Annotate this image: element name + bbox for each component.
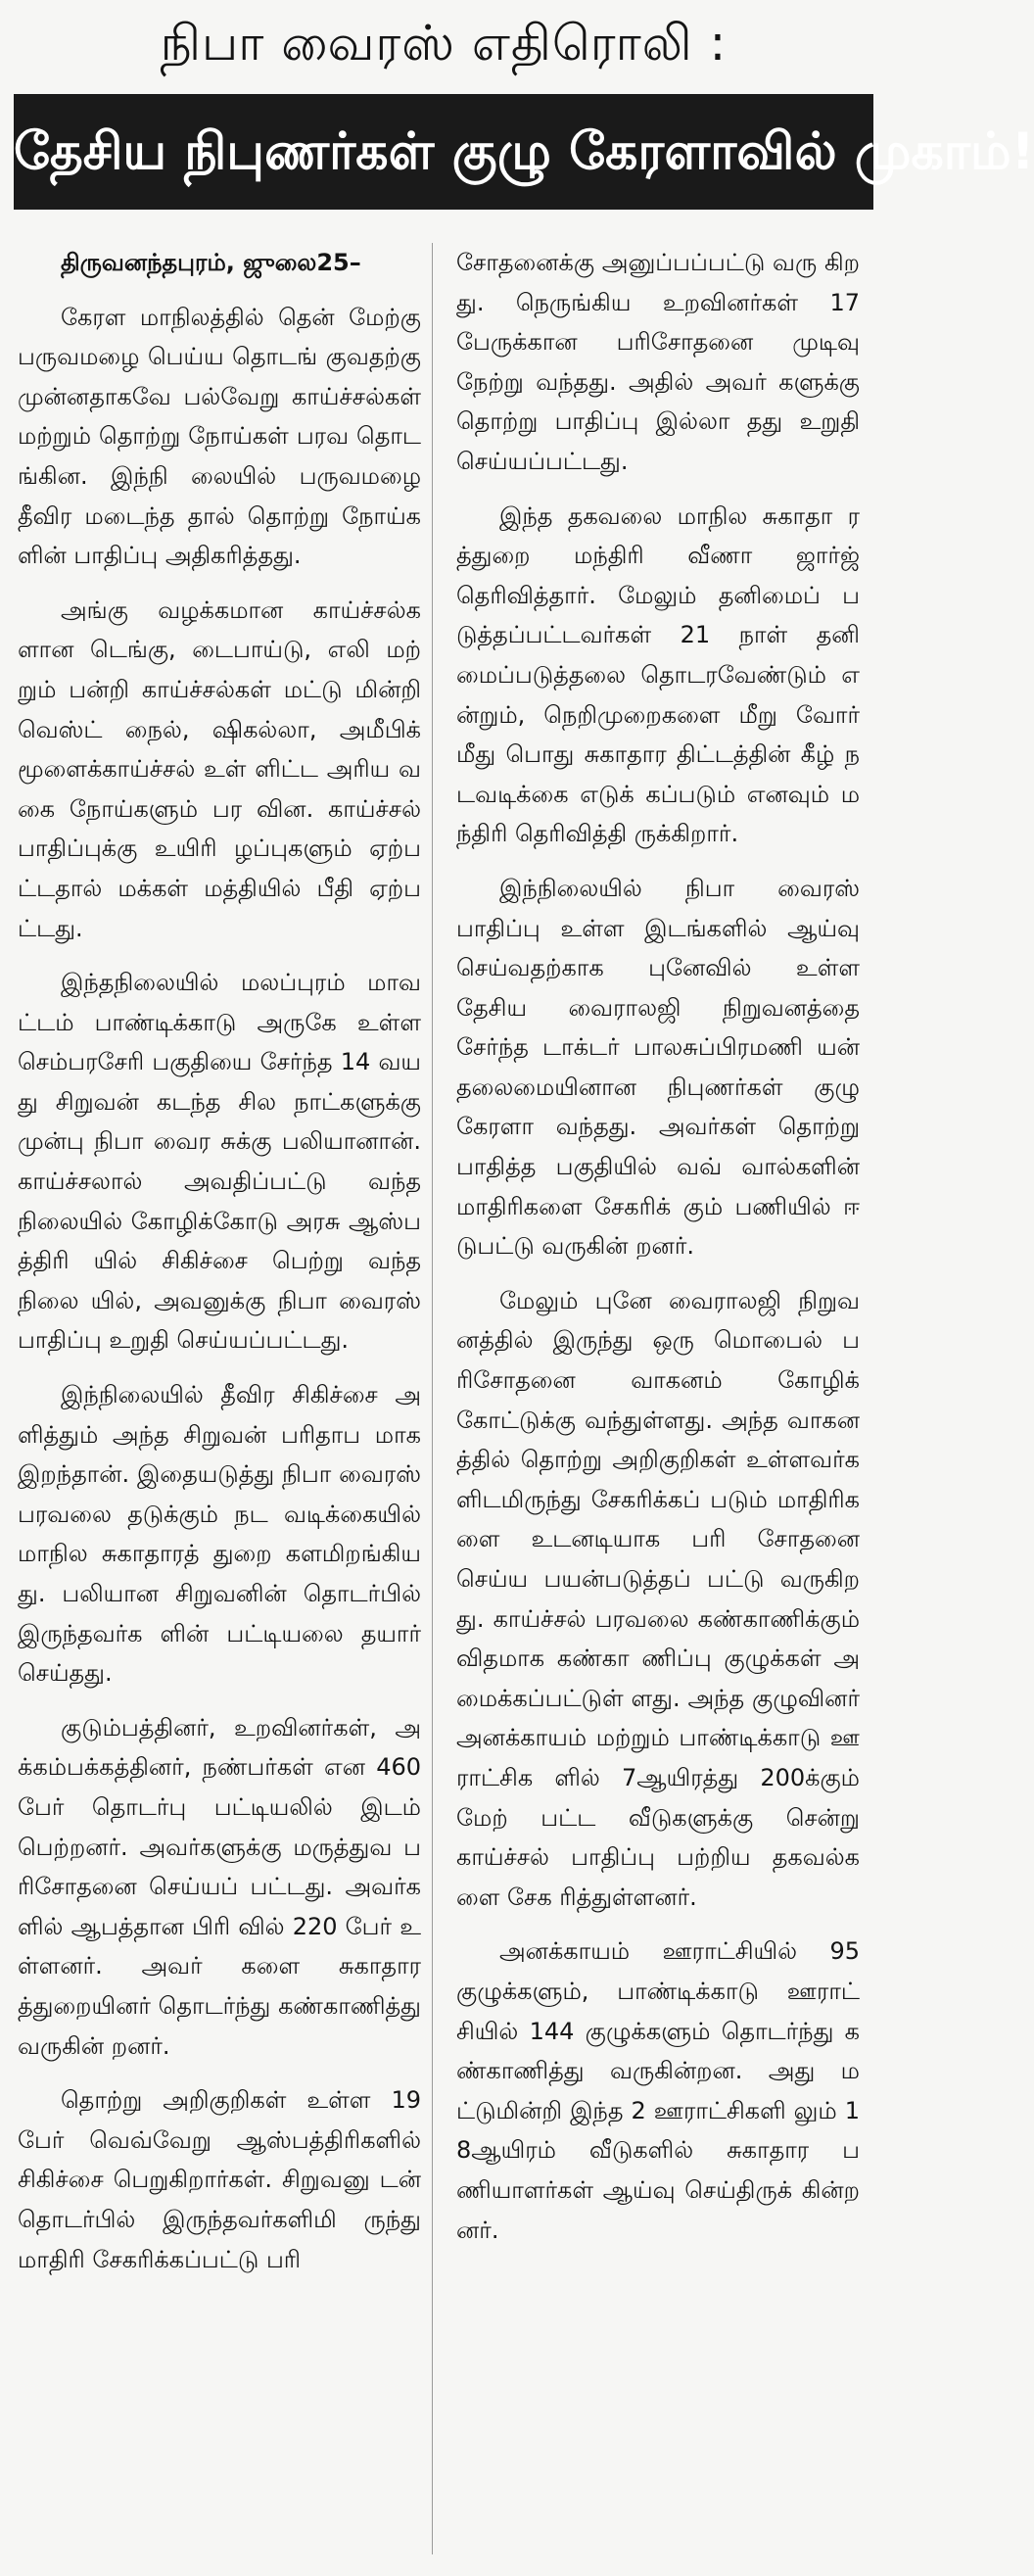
article-left-column bbox=[18, 243, 421, 2566]
article-paragraph: குடும்பத்தினர், உறவினர்கள், அக்கம்பக்கத்தினர், நண்பர்கள் என 460 பேர் தொடர்பு பட்டியலில் இடம் பெற்றனர். அவர்களுக்கு மருத்துவ பரிசோதனை செய்யப் பட்டது. அவர்களில் ஆபத்தான பிரி வில் 220 பேர் உள்ளனர். அவர் களை சுகாதாரத்துறையினர் தொடர்ந்து கண்காணித்து வருகின் றனர். bbox=[18, 1713, 421, 2060]
column-divider bbox=[432, 243, 433, 2554]
article-paragraph: மேலும் புனே வைராலஜி நிறுவ னத்தில் இருந்து ஒரு மொபைல் பரிசோதனை வாகனம் கோழிக் கோட்டுக்கு வந்துள்ளது. அந்த வாகனத்தில் தொற்று அறிகுறிகள் உள்ளவர்களிடமிருந்து சேகரிக்கப் படும் மாதிரிகளை உடனடியாக பரி சோதனை செய்ய பயன்படுத்தப் பட்டு வருகிறது. காய்ச்சல் பரவலை கண்காணிக்கும் விதமாக கண்கா ணிப்பு குழுக்கள் அமைக்கப்பட்டுள் ளது. அந்த குழுவினர் அனக்காயம் மற்றும் பாண்டிக்காடு ஊராட்சிக ளில் 7ஆயிரத்து 200க்கும் மேற் பட்ட வீடுகளுக்கு சென்று காய்ச்சல் பாதிப்பு பற்றிய தகவல்களை சேக ரித்துள்ளனர். bbox=[456, 1286, 860, 1911]
article-paragraph: இந்தநிலையில் மலப்புரம் மாவட்டம் பாண்டிக்காடு அருகே உள்ள செம்பரசேரி பகுதியை சேர்ந்த 14 வயது சிறுவன் கடந்த சில நாட்களுக்கு முன்பு நிபா வைர சுக்கு பலியானான். காய்ச்சலால் அவதிப்பட்டு வந்த நிலையில் கோழிக்கோடு அரசு ஆஸ்பத்திரி யில் சிகிச்சை பெற்று வந்த நிலை யில், அவனுக்கு நிபா வைரஸ் பாதிப்பு உறுதி செய்யப்பட்டது. bbox=[18, 969, 421, 1355]
article-paragraph: கேரள மாநிலத்தில் தென் மேற்கு பருவமழை பெய்ய தொடங் குவதற்கு முன்னதாகவே பல்வேறு காய்ச்சல்கள் மற்றும் தொற்று நோய்கள் பரவ தொடங்கின. இந்நி லையில் பருவமழை தீவிர மடைந்த தால் தொற்று நோய்களின் பாதிப்பு அதிகரித்தது. bbox=[18, 303, 421, 570]
kicker-title: நிபா வைரஸ் எதிரொலி : bbox=[160, 15, 728, 72]
dateline: திருவனந்தபுரம், ஜுலை25– bbox=[61, 249, 361, 276]
article-paragraph: இந்நிலையில் தீவிர சிகிச்சை அளித்தும் அந்த சிறுவன் பரிதாப மாக இறந்தான். இதையடுத்து நிபா வைரஸ் பரவலை தடுக்கும் நட வடிக்கையில் மாநில சுகாதாரத் துறை களமிறங்கியது. பலியான சிறுவனின் தொடர்பில் இருந்தவர்க ளின் பட்டியலை தயார் செய்தது. bbox=[18, 1381, 421, 1688]
article-paragraph: அனக்காயம் ஊராட்சியில் 95 குழுக்களும், பாண்டிக்காடு ஊராட் சியில் 144 குழுக்களும் தொடர்ந்து கண்காணித்து வருகின்றன. அது மட்டுமின்றி இந்த 2 ஊராட்சிகளி லும் 18ஆயிரம் வீடுகளில் சுகாதார பணியாளர்கள் ஆய்வு செய்திருக் கின்றனர். bbox=[456, 1937, 860, 2244]
article-right-column bbox=[456, 243, 860, 2566]
article-paragraph: இந்த தகவலை மாநில சுகாதா ரத்துறை மந்திரி வீணா ஜார்ஜ் தெரிவித்தார். மேலும் தனிமைப் படுத்தப்பட்டவர்கள் 21 நாள் தனி மைப்படுத்தலை தொடரவேண்டும் என்றும், நெறிமுறைகளை மீறு வோர் மீது பொது சுகாதார திட்டத்தின் கீழ் நடவடிக்கை எடுக் கப்படும் எனவும் மந்திரி தெரிவித்தி ருக்கிறார். bbox=[456, 501, 860, 848]
article-paragraph: தொற்று அறிகுறிகள் உள்ள 19 பேர் வெவ்வேறு ஆஸ்பத்திரிகளில் சிகிச்சை பெறுகிறார்கள். சிறுவனு டன் தொடர்பில் இருந்தவர்களிமி ருந்து மாதிரி சேகரிக்கப்பட்டு பரி bbox=[18, 2086, 421, 2273]
article-paragraph: அங்கு வழக்கமான காய்ச்சல்க ளான டெங்கு, டைபாய்டு, எலி மற் றும் பன்றி காய்ச்சல்கள் மட்டு மின்றி வெஸ்ட் நைல், ஷிகல்லா, அமீபிக் மூளைக்காய்ச்சல் உள் ளிட்ட அரிய வகை நோய்களும் பர வின. காய்ச்சல் பாதிப்புக்கு உயிரி ழப்புகளும் ஏற்பட்டதால் மக்கள் மத்தியில் பீதி ஏற்பட்டது. bbox=[18, 596, 421, 942]
article-paragraph: சோதனைக்கு அனுப்பப்பட்டு வரு கிறது. நெருங்கிய உறவினர்கள் 17 பேருக்கான பரிசோதனை முடிவு நேற்று வந்தது. அதில் அவர் களுக்கு தொற்று பாதிப்பு இல்லா தது உறுதி செய்யப்பட்டது. bbox=[456, 249, 860, 475]
headline: தேசிய நிபுணர்கள் குழு கேரளாவில் முகாம்! bbox=[14, 94, 873, 210]
article-paragraph: இந்நிலையில் நிபா வைரஸ் பாதிப்பு உள்ள இடங்களில் ஆய்வு செய்வதற்காக புனேவில் உள்ள தேசிய வைராலஜி நிறுவனத்தை சேர்ந்த டாக்டர் பாலசுப்பிரமணி யன் தலைமையினான நிபுணர்கள் குழு கேரளா வந்தது. அவர்கள் தொற்று பாதித்த பகுதியில் வவ் வால்களின் மாதிரிகளை சேகரிக் கும் பணியில் ஈடுபட்டு வருகின் றனர். bbox=[456, 874, 860, 1261]
